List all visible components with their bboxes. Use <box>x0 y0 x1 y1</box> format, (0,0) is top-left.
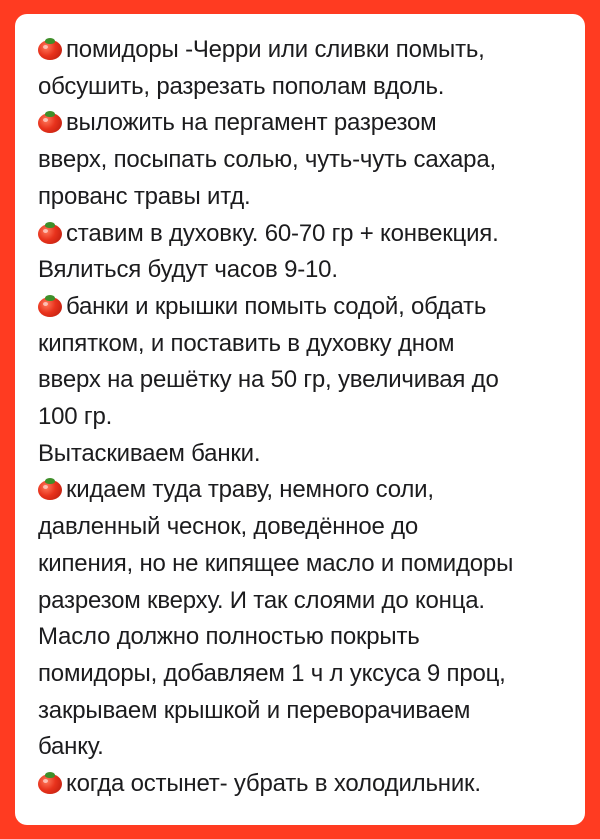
recipe-line <box>38 179 565 216</box>
recipe-line <box>38 69 565 106</box>
recipe-line <box>38 472 565 509</box>
recipe-line-text: обсушить, разрезать пополам вдоль. <box>38 72 445 100</box>
recipe-line <box>38 619 565 656</box>
recipe-line <box>38 583 565 620</box>
recipe-line-text: когда остынет- убрать в холодильник. <box>66 770 481 798</box>
recipe-line-text: выложить на пергамент разрезом <box>66 109 437 137</box>
recipe-line <box>38 32 565 69</box>
recipe-line <box>38 289 565 326</box>
tomato-icon <box>38 478 62 500</box>
recipe-line-text: прованс травы итд. <box>38 182 251 210</box>
recipe-text <box>38 32 565 803</box>
recipe-line-text: кидаем туда траву, немного соли, <box>66 476 434 504</box>
recipe-line <box>38 326 565 363</box>
recipe-line-text: кипятком, и поставить в духовку дном <box>38 329 455 357</box>
recipe-line-text: вверх, посыпать солью, чуть-чуть сахара, <box>38 146 496 174</box>
recipe-line <box>38 546 565 583</box>
recipe-line-text: Вытаскиваем банки. <box>38 439 261 467</box>
tomato-icon <box>38 772 62 794</box>
recipe-line <box>38 142 565 179</box>
recipe-line <box>38 729 565 766</box>
recipe-line <box>38 436 565 473</box>
recipe-line <box>38 693 565 730</box>
recipe-line-text: ставим в духовку. 60-70 гр + конвекция. <box>66 219 499 247</box>
tomato-icon <box>38 111 62 133</box>
recipe-line-text: помидоры, добавляем 1 ч л уксуса 9 проц, <box>38 659 506 687</box>
recipe-line <box>38 362 565 399</box>
recipe-line <box>38 252 565 289</box>
recipe-line <box>38 766 565 803</box>
recipe-line-text: помидоры -Черри или сливки помыть, <box>66 36 485 63</box>
recipe-line-text: банку. <box>38 733 104 761</box>
recipe-line <box>38 656 565 693</box>
recipe-line <box>38 105 565 142</box>
recipe-line-text: Масло должно полностью покрыть <box>38 623 420 651</box>
tomato-icon <box>38 38 62 60</box>
recipe-line <box>38 216 565 253</box>
tomato-icon <box>38 295 62 317</box>
tomato-icon <box>38 222 62 244</box>
recipe-card <box>15 14 585 825</box>
recipe-line-text: Вялиться будут часов 9-10. <box>38 256 338 284</box>
recipe-line-text: вверх на решётку на 50 гр, увеличивая до <box>38 366 499 394</box>
recipe-line-text: банки и крышки помыть содой, обдать <box>66 292 487 320</box>
recipe-line-text: 100 гр. <box>38 403 113 431</box>
recipe-line-text: разрезом кверху. И так слоями до конца. <box>38 586 485 614</box>
recipe-line <box>38 399 565 436</box>
recipe-line <box>38 509 565 546</box>
recipe-line-text: давленный чеснок, доведённое до <box>38 513 419 541</box>
recipe-line-text: кипения, но не кипящее масло и помидоры <box>38 549 514 577</box>
recipe-line-text: закрываем крышкой и переворачиваем <box>38 696 471 724</box>
